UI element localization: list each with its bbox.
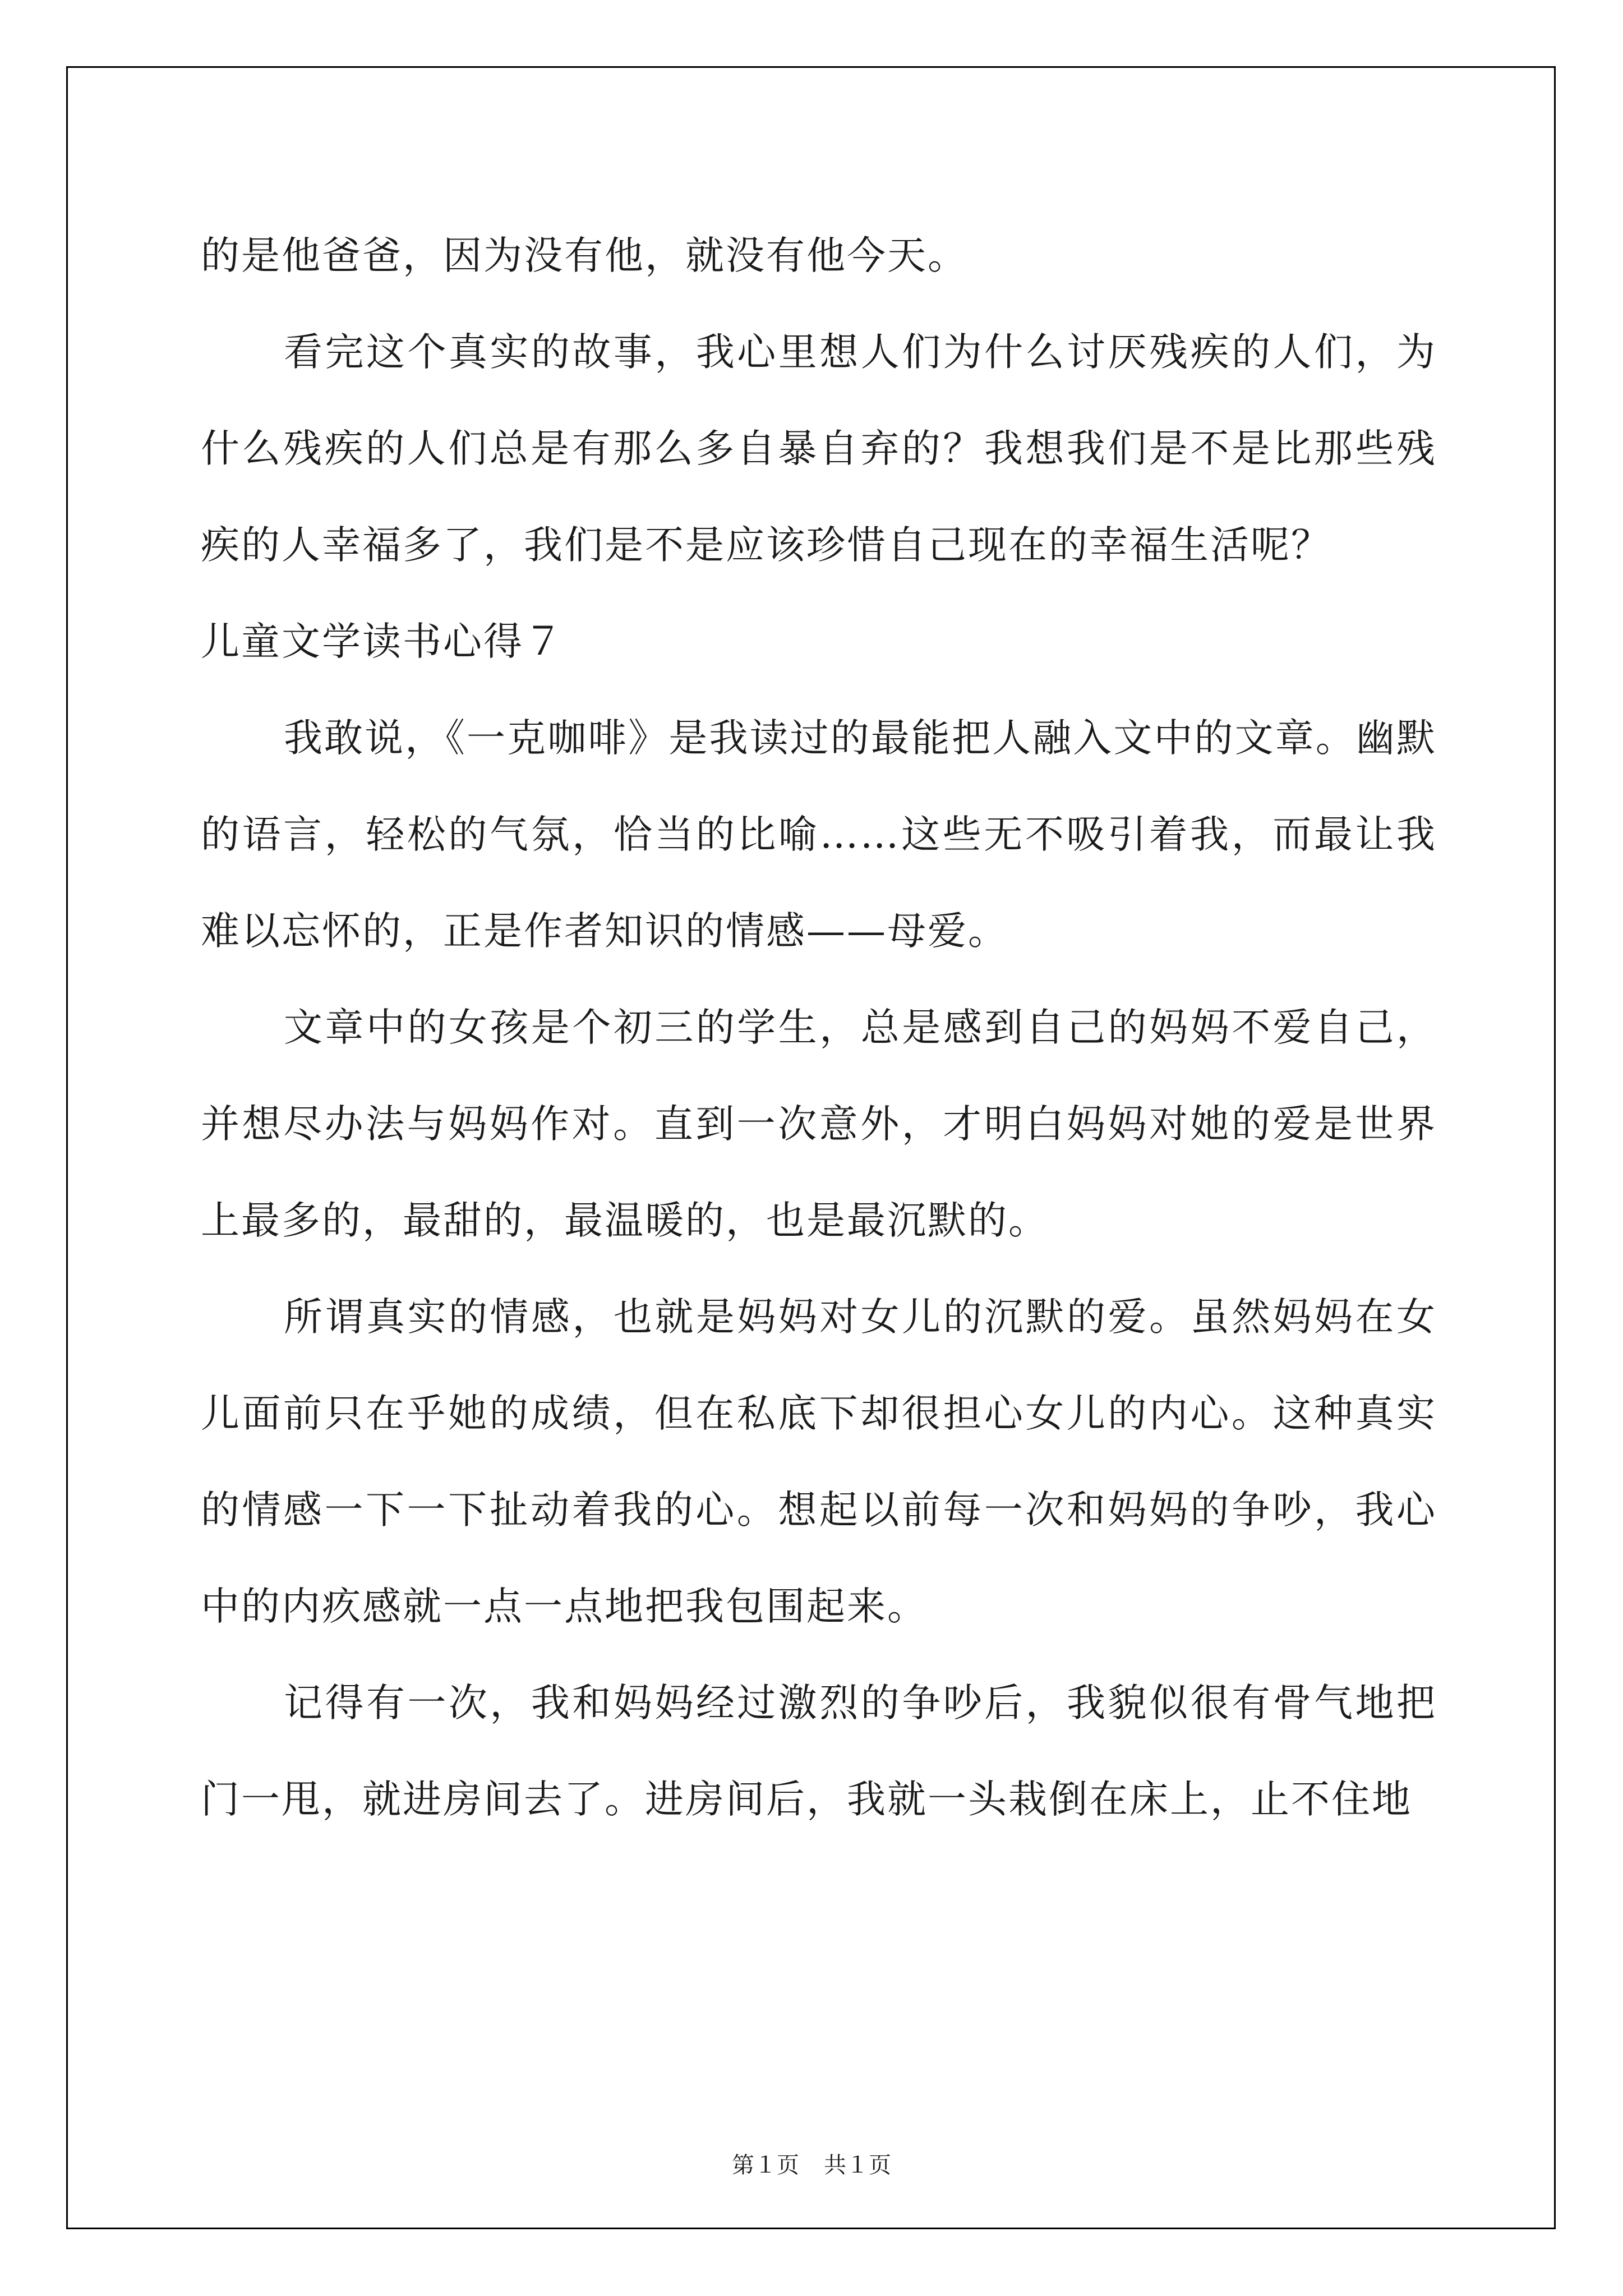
paragraph: 所谓真实的情感，也就是妈妈对女儿的沉默的爱。虽然妈妈在女儿面前只在乎她的成绩，但在私底下却很担心女儿的内心。这种真实的情感一下一下扯动着我的心。想起以前每一次和妈妈的争吵，我心中的内疚感就一点一点地把我包围起来。 bbox=[201, 1295, 1437, 1629]
section-heading: 儿童文学读书心得７ bbox=[201, 619, 564, 664]
page-number: 第１页 bbox=[732, 2152, 799, 2178]
page-total: 共１页 bbox=[824, 2152, 891, 2178]
paragraph: 看完这个真实的故事，我心里想人们为什么讨厌残疾的人们，为什么残疾的人们总是有那么多自暴自弃的？我想我们是不是比那些残疾的人幸福多了，我们是不是应该珍惜自己现在的幸福生活呢？ bbox=[201, 330, 1437, 568]
page-footer bbox=[0, 2150, 1623, 2181]
paragraph: 的是他爸爸，因为没有他，就没有他今天。 bbox=[201, 233, 968, 278]
paragraph: 我敢说，《一克咖啡》是我读过的最能把人融入文中的文章。幽默的语言，轻松的气氛，恰当的比喻……这些无不吸引着我，而最让我难以忘怀的，正是作者知识的情感——母爱。 bbox=[201, 716, 1437, 954]
paragraph: 记得有一次，我和妈妈经过激烈的争吵后，我貌似很有骨气地把门一甩，就进房间去了。进房间后，我就一头栽倒在床上，止不住地 bbox=[201, 1681, 1437, 1822]
paragraph: 文章中的女孩是个初三的学生，总是感到自己的妈妈不爱自己，并想尽办法与妈妈作对。直到一次意外，才明白妈妈对她的爱是世界上最多的，最甜的，最温暖的，也是最沉默的。 bbox=[201, 1005, 1437, 1243]
document-body bbox=[201, 208, 1437, 1848]
